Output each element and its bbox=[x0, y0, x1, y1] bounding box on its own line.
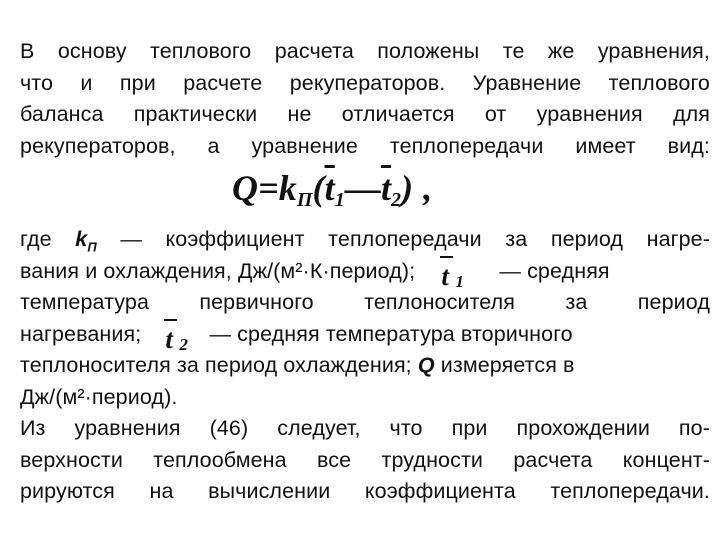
k-description: — коэффициент теплопередачи за период нагре- bbox=[120, 227, 710, 251]
t1-letter: t bbox=[441, 260, 449, 291]
t2-subscript: 2 bbox=[179, 334, 189, 354]
t1-subscript: 1 bbox=[455, 271, 464, 291]
k-symbol bbox=[75, 227, 97, 255]
formula-k-subscript: П bbox=[296, 189, 313, 211]
q-text: измеряется в bbox=[440, 353, 575, 377]
units-text-1: вания и охлаждения, Дж/(м²·К·период); bbox=[20, 258, 416, 283]
formula-k: k bbox=[278, 168, 297, 208]
formula-t2-subscript: 2 bbox=[391, 189, 402, 211]
defs-line-3: температура первичного теплоносителя за период bbox=[20, 290, 710, 314]
heat-transfer-formula bbox=[232, 166, 432, 222]
formula-t1-subscript: 1 bbox=[334, 189, 345, 211]
paragraph1-line-3: баланса практически не отличается от уравнения для bbox=[20, 102, 710, 126]
k-letter: k bbox=[75, 227, 88, 251]
formula-dash: — bbox=[344, 168, 381, 208]
heating-text: нагревания; bbox=[20, 321, 142, 346]
formula-comma: , bbox=[423, 168, 433, 208]
t1-mean-symbol bbox=[435, 256, 471, 291]
paragraph2-line-1: Из уравнения (46) следует, что при прохождении по- bbox=[20, 416, 710, 440]
defs-line-5 bbox=[20, 350, 710, 382]
where-word: где bbox=[20, 227, 52, 251]
formula-q: Q bbox=[232, 168, 259, 208]
defs-line-2 bbox=[20, 256, 710, 291]
paragraph1-line-4: рекуператоров, а уравнение теплопередачи имеет вид: bbox=[20, 133, 710, 158]
paragraph2-line-2: верхности теплообмена все трудности расчета концент- bbox=[20, 447, 710, 472]
t1-overbar bbox=[440, 256, 453, 258]
t2-mean-symbol bbox=[159, 319, 195, 354]
formula-t1: $\overline{t}$ bbox=[324, 168, 335, 208]
t2-description: — средняя температура вторичного bbox=[209, 321, 573, 346]
k-subscript: П bbox=[87, 239, 97, 255]
paragraph2-line-3: рируются на вычислении коэффициента теплопередачи. bbox=[20, 479, 710, 503]
paragraph1-line-1: В основу теплового расчета положены те же уравнения, bbox=[20, 39, 710, 63]
formula-close-paren: ) bbox=[401, 168, 414, 208]
coolant-text: теплоносителя за период охлаждения; bbox=[20, 353, 412, 377]
formula-equals: = bbox=[258, 168, 279, 208]
formula-t2: $\overline{t}$ bbox=[380, 168, 392, 208]
defs-line-6: Дж/(м²·период). bbox=[20, 384, 178, 409]
t2-overbar bbox=[164, 319, 177, 321]
defs-line-4 bbox=[20, 319, 710, 354]
defs-line-1 bbox=[20, 224, 710, 256]
body-text bbox=[20, 36, 710, 508]
paragraph1-line-2: что и при расчете рекуператоров. Уравнение теплового bbox=[20, 70, 710, 95]
formula-open-paren: ( bbox=[312, 168, 325, 208]
q-symbol: Q bbox=[417, 353, 435, 377]
t1-description: — средняя bbox=[499, 258, 610, 283]
t2-letter: t bbox=[165, 323, 174, 354]
formula-row bbox=[20, 162, 710, 224]
